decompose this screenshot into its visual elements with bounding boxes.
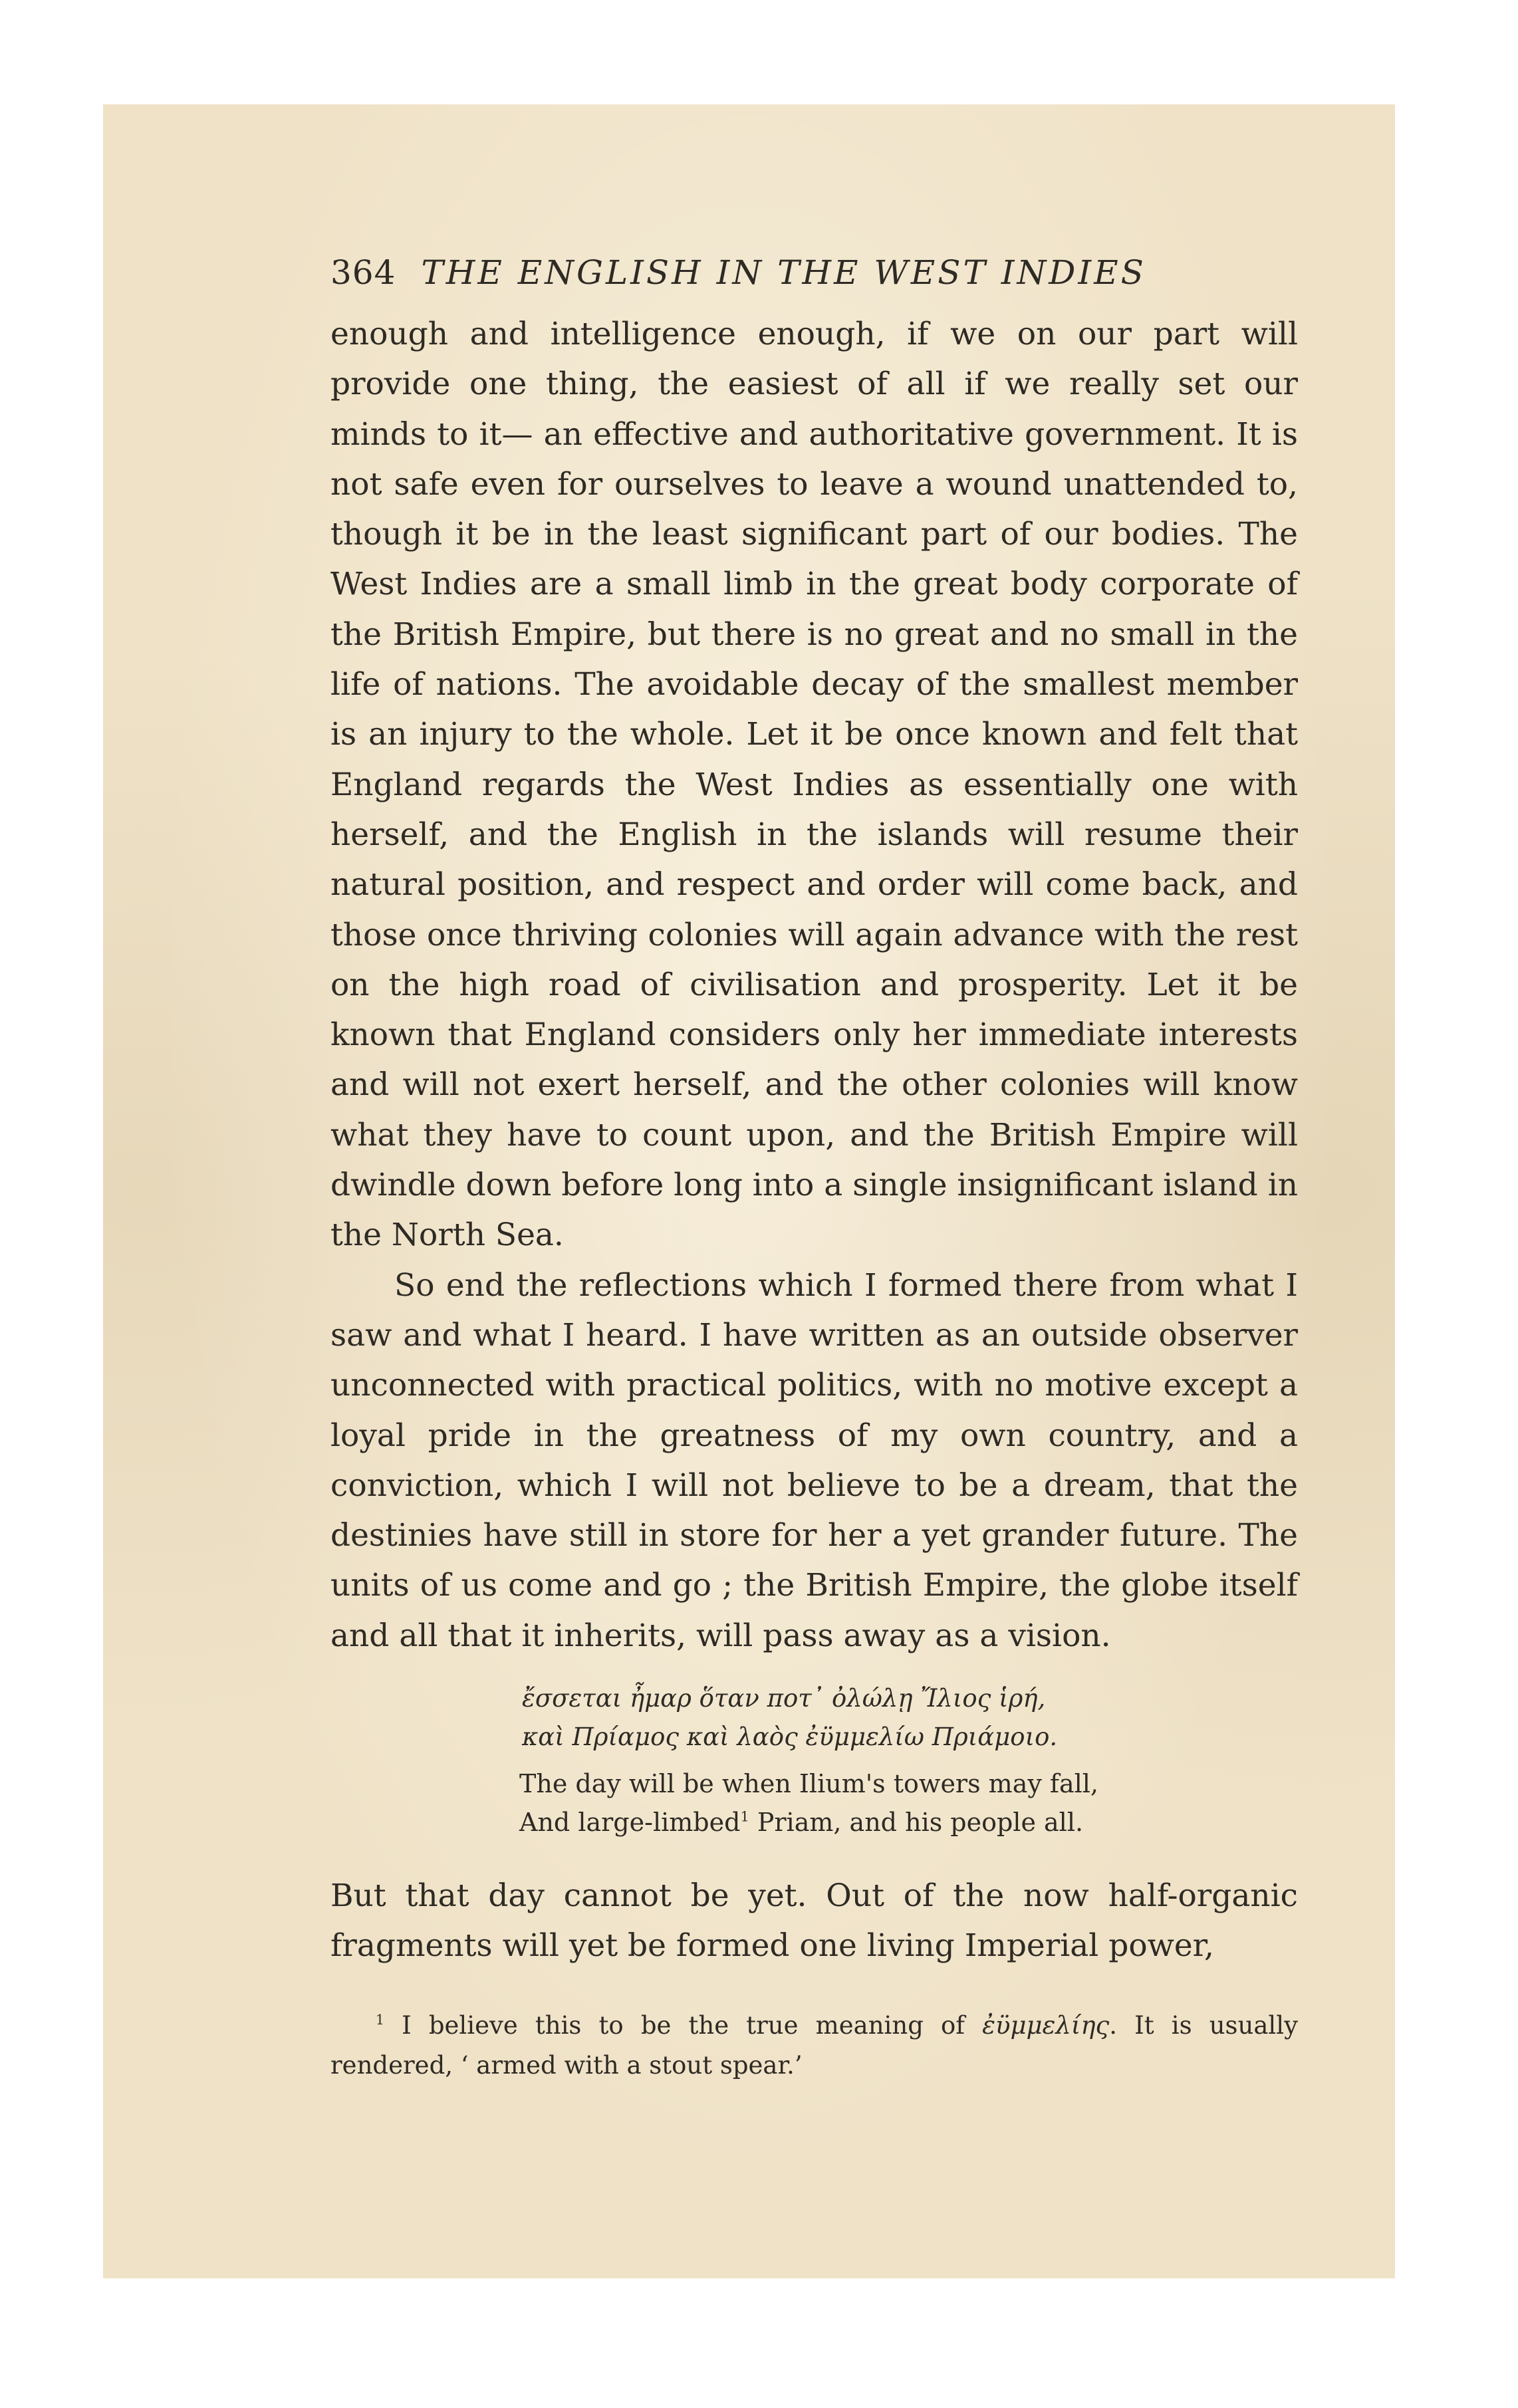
translation-text: Priam, and his people all. [749,1808,1084,1838]
translation-line: The day will be when Ilium's towers may fall, [519,1769,1099,1799]
verse-translation [330,1764,1298,1842]
page-number: 364 [330,253,396,292]
greek-quotation [330,1679,1298,1756]
footnote-text: . It is usually rendered, ‘ armed with a stout spear.’ [330,2010,1298,2080]
paragraph: But that day cannot be yet. Out of the now half-organic fragments will yet be formed one living Imperial power, [330,1877,1298,1965]
footnote-reference: 1 [740,1808,749,1825]
translation-text: And large-limbed [519,1808,741,1838]
greek-verse-line: καὶ Πρίαμος καὶ λαὸς ἐϋμμελίω Πριάμοιο. [522,1723,1058,1752]
body-text-continued [330,1871,1298,1971]
footnote [330,2006,1298,2086]
running-header [330,236,1298,309]
paragraph: So end the reflections which I formed there from what I saw and what I heard. I have written as an outside observer unconnected with practical politics, with no motive except a loyal pride in the greatness of my own country, and a conviction, which I will not believe to be a dream, that the destinies have still in store for her a yet grander future. The units of us come and go ; the British Empire, the globe itself and all that it inherits, will pass away as a vision. [330,1266,1298,1654]
translation-line [519,1803,1298,1842]
footnote-text: I believe this to be the true meaning of [384,2010,983,2040]
footnote-marker: 1 [376,2011,384,2028]
body-text [330,309,1298,1661]
greek-verse-line: ἔσσεται ἦμαρ ὅταν ποτ᾽ ὀλώλῃ Ἴλιος ἱρή, [522,1684,1046,1713]
running-title: THE ENGLISH IN THE WEST INDIES [421,253,1146,292]
footnote-greek-word: ἐϋμμελίης [982,2010,1110,2040]
book-page [330,236,1298,2086]
footnote-marker-wrap [330,2011,384,2040]
paragraph: enough and intelligence enough, if we on our part will provide one thing, the easiest of all if we really set our minds to it— an effective and authoritative government. It is not safe even for ourselves to leave a wound unattended to, though it be in the least significant part of our bodies. The West Indies are a small limb in the great body corporate of the British Empire, but there is no great and no small in the life of nations. The avoidable decay of the smallest member is an injury to the whole. Let it be once known and felt that England regards the West Indies as essentially one with herself, and the English in the islands will resume their natural position, and respect and order will come back, and those once thriving colonies will again advance with the rest on the high road of civilisation and prosperity. Let it be known that England considers only her immediate interests and will not exert herself, and the other colonies will know what they have to count upon, and the British Empire will dwindle down before long into a single insignificant island in the North Sea. [330,316,1298,1254]
